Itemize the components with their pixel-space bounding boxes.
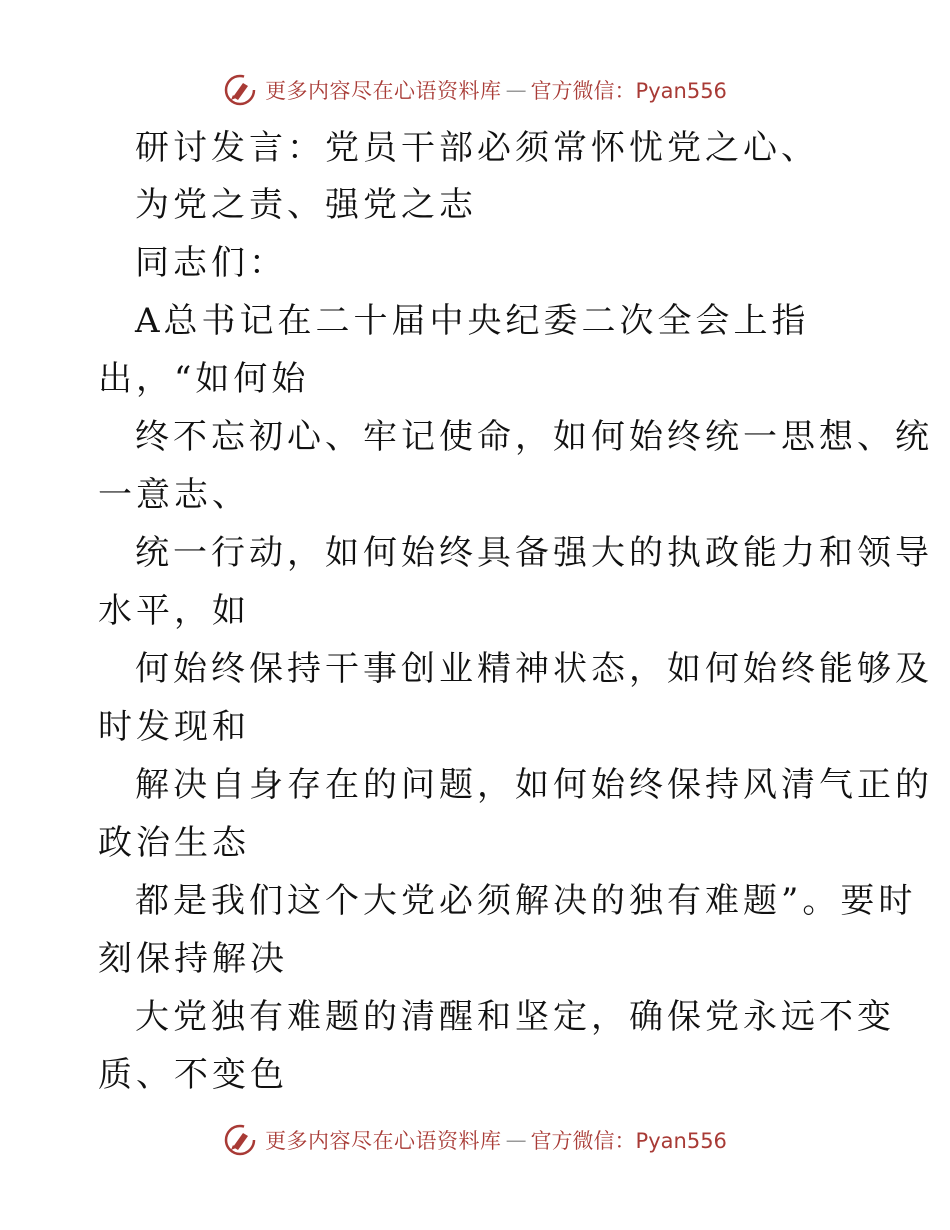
watermark-contact: 官方微信：Pyan556 <box>530 79 727 103</box>
pen-nib-logo-icon <box>223 1123 257 1157</box>
paragraph-line: 都是我们这个大党必须解决的独有难题”。要时 <box>135 881 917 921</box>
watermark-separator: — <box>505 1128 527 1152</box>
paragraph-line: 政治生态 <box>98 823 250 863</box>
watermark-separator: — <box>505 78 527 102</box>
watermark-banner-top <box>0 70 950 110</box>
paragraph-line: 大党独有难题的清醒和坚定，确保党永远不变 <box>135 997 895 1037</box>
paragraph-line: 解决自身存在的问题，如何始终保持风清气正的 <box>135 765 933 805</box>
document-title-line-2: 为党之责、强党之志 <box>135 185 477 225</box>
watermark-banner-bottom <box>0 1120 950 1160</box>
watermark-contact: 官方微信：Pyan556 <box>530 1129 727 1153</box>
paragraph-line: A总书记在二十届中央纪委二次全会上指 <box>135 301 810 341</box>
pen-nib-logo-icon <box>223 73 257 107</box>
watermark-text: 更多内容尽在心语资料库 <box>265 1129 502 1153</box>
paragraph-line: 质、不变色 <box>98 1055 288 1095</box>
document-salutation: 同志们： <box>135 243 287 283</box>
paragraph-line: 时发现和 <box>98 707 250 747</box>
paragraph-line: 出，“如何始 <box>98 359 310 399</box>
document-title-line-1: 研讨发言：党员干部必须常怀忧党之心、 <box>135 128 819 168</box>
paragraph-line: 统一行动，如何始终具备强大的执政能力和领导 <box>135 533 933 573</box>
paragraph-line: 终不忘初心、牢记使命，如何始终统一思想、统 <box>135 417 933 457</box>
paragraph-line: 水平，如 <box>98 591 250 631</box>
paragraph-line: 刻保持解决 <box>98 939 288 979</box>
watermark-text: 更多内容尽在心语资料库 <box>265 79 502 103</box>
paragraph-line: 何始终保持干事创业精神状态，如何始终能够及 <box>135 649 933 689</box>
paragraph-line: 一意志、 <box>98 475 250 515</box>
